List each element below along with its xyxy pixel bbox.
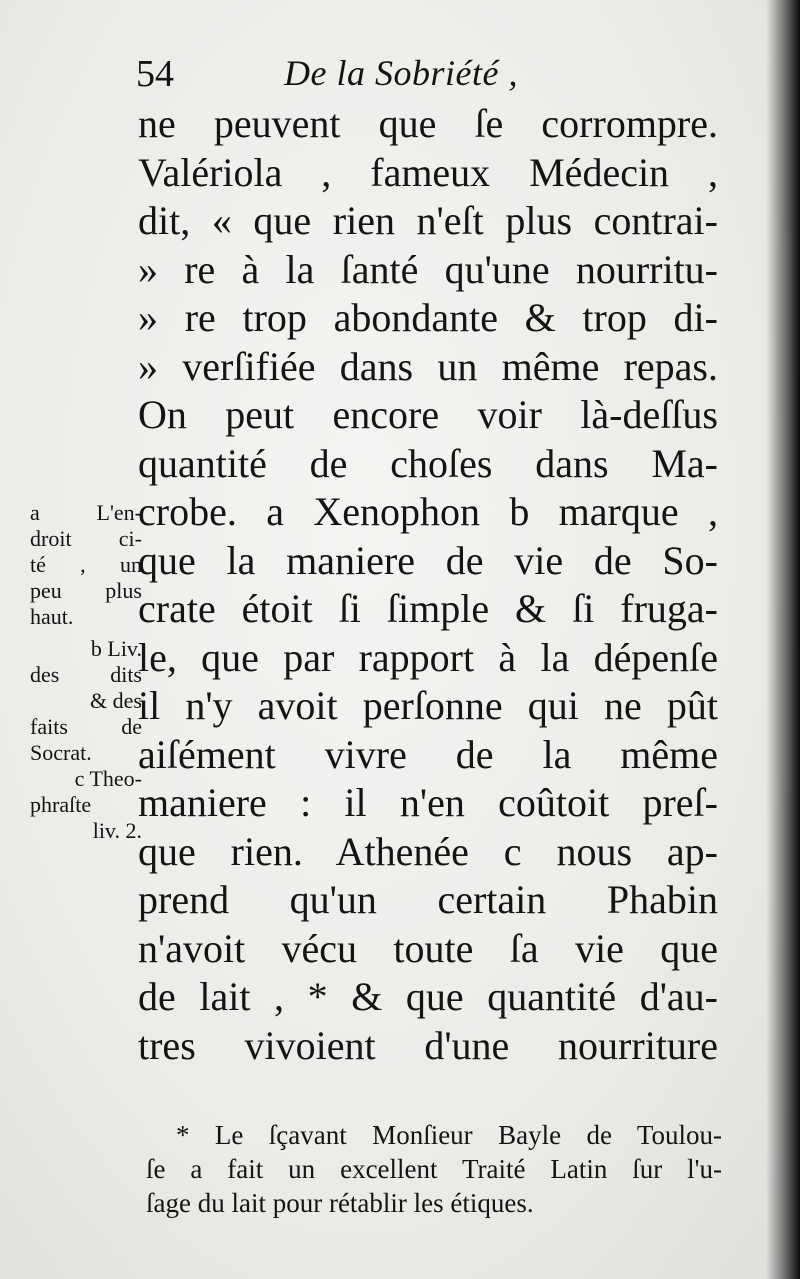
text-line: que rien. Athenée c nous ap- [138, 828, 718, 874]
text-line: maniere : il n'en coûtoit preſ- [138, 780, 718, 825]
margin-note-line: liv. 2. [92, 818, 142, 843]
text-line: crate étoit ſi ſimple & ſi fruga- [138, 586, 718, 631]
margin-note-line: haut. [30, 604, 74, 629]
text-line: On peut encore voir là-deſſus [138, 392, 718, 437]
footnote-line: ſe a fait un excellent Traité Latin ſur l'u- [146, 1154, 722, 1184]
footnote-line: ſage du lait pour rétablir les étiques. [146, 1188, 534, 1218]
margin-note-line: b Liv. [90, 636, 142, 661]
main-text [138, 100, 718, 1070]
text-line: de lait , * & que quantité d'au- [138, 974, 718, 1019]
margin-note-line: c Theo- [74, 766, 142, 791]
margin-note-line: & des [90, 688, 142, 713]
text-line: dit, « que rien n'eſt plus contrai- [138, 198, 718, 243]
footnote-line: * Le ſçavant Monſieur Bayle de Toulou- [176, 1120, 722, 1150]
running-title: De la Sobriété , [284, 53, 518, 93]
text-line: prend qu'un certain Phabin [138, 877, 718, 922]
text-line: n'avoit vécu toute ſa vie que [138, 925, 718, 971]
margin-note-line: Socrat. [30, 740, 92, 765]
margin-note-line: té , un [30, 552, 142, 577]
text-line: aiſément vivre de la même [138, 731, 718, 777]
footnote [146, 1118, 722, 1220]
text-line: quantité de choſes dans Ma- [138, 440, 718, 486]
binding-shadow [766, 0, 800, 1279]
text-line: ne peuvent que ſe corrompre. [138, 101, 718, 146]
text-line: le, que par rapport à la dépenſe [138, 634, 718, 680]
page-number: 54 [136, 53, 174, 95]
text-line: tres vivoient d'une nourriture [138, 1022, 718, 1068]
margin-note-line: droit ci- [30, 526, 142, 551]
text-line: » re à la ſanté qu'une nourritu- [138, 246, 718, 292]
margin-note-line: faits de [30, 714, 142, 739]
text-line: Valériola , fameux Médecin , [138, 149, 718, 195]
text-line: il n'y avoit perſonne qui ne pût [138, 683, 718, 728]
text-line: crobe. a Xenophon b marque , [138, 489, 718, 534]
text-line: » re trop abondante & trop di- [138, 295, 718, 340]
text-line: que la maniere de vie de So- [138, 537, 718, 583]
margin-note-line: des dits [30, 662, 142, 687]
margin-note-line: a L'en- [30, 500, 142, 525]
text-line: » verſifiée dans un même repas. [138, 343, 718, 389]
margin-note-line: peu plus [30, 578, 142, 603]
margin-note-line: phraſte [30, 792, 92, 817]
page-header [136, 48, 556, 98]
margin-notes [30, 500, 142, 844]
